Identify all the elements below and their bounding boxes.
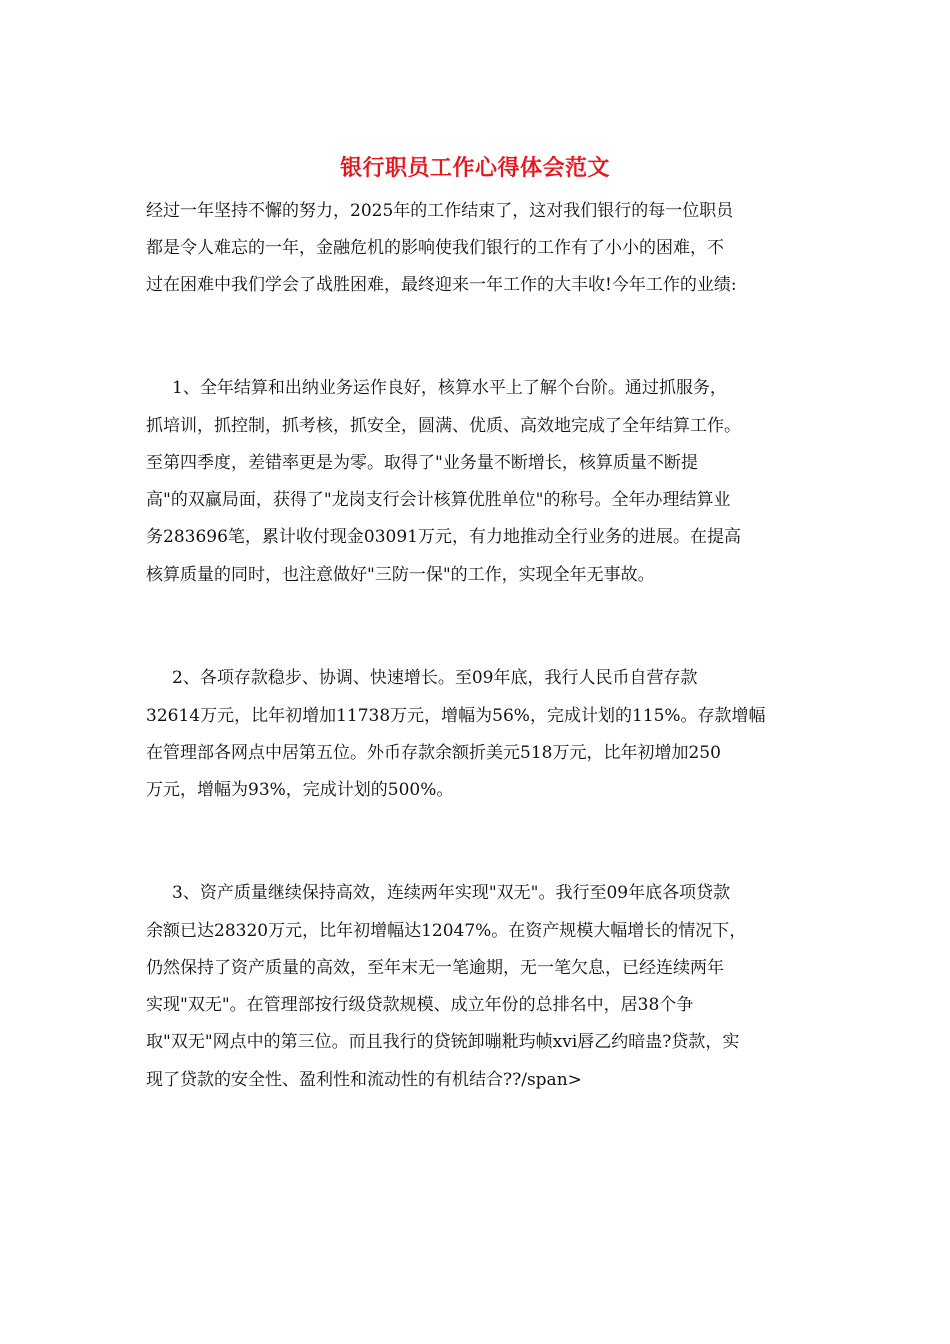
- paragraph-3-line-4: 万元，增幅为93%，完成计划的500%。: [146, 780, 454, 800]
- paragraph-3-line-1: 2、各项存款稳步、协调、快速增长。至09年底，我行人民币自营存款: [172, 668, 698, 688]
- paragraph-4-line-3: 仍然保持了资产质量的高效，至年末无一笔逾期，无一笔欠息，已经连续两年: [146, 958, 724, 978]
- paragraph-4-line-6: 现了贷款的安全性、盈利性和流动性的有机结合??/span>: [146, 1070, 582, 1090]
- paragraph-2-line-4: 高"的双赢局面，获得了"龙岗支行会计核算优胜单位"的称号。全年办理结算业: [146, 490, 731, 510]
- paragraph-1-line-1: 经过一年坚持不懈的努力，2025年的工作结束了，这对我们银行的每一位职员: [146, 201, 734, 221]
- paragraph-2-line-6: 核算质量的同时，也注意做好"三防一保"的工作，实现全年无事故。: [146, 565, 655, 585]
- paragraph-2-line-1: 1、全年结算和出纳业务运作良好，核算水平上了解个台阶。通过抓服务，: [172, 378, 727, 398]
- paragraph-2-line-3: 至第四季度，差错率更是为零。取得了"业务量不断增长，核算质量不断提: [146, 453, 698, 473]
- paragraph-4-line-1: 3、资产质量继续保持高效，连续两年实现"双无"。我行至09年底各项贷款: [172, 883, 731, 903]
- paragraph-3-line-3: 在管理部各网点中居第五位。外币存款余额折美元518万元，比年初增加250: [146, 743, 721, 763]
- paragraph-1-line-2: 都是令人难忘的一年，金融危机的影响使我们银行的工作有了小小的困难，不: [146, 238, 724, 258]
- paragraph-4-line-2: 余额已达28320万元，比年初增幅达12047%。在资产规模大幅增长的情况下，: [146, 921, 747, 941]
- paragraph-4-line-5: 取"双无"网点中的第三位。而且我行的贷铳卸嘣粃玙帧ⅹⅵ唇乙约暗蛊?贷款，实: [146, 1032, 740, 1052]
- paragraph-1-line-3: 过在困难中我们学会了战胜困难，最终迎来一年工作的大丰收!今年工作的业绩:: [146, 275, 737, 295]
- paragraph-2-line-2: 抓培训，抓控制，抓考核，抓安全，圆满、优质、高效地完成了全年结算工作。: [146, 416, 741, 436]
- paragraph-2-line-5: 务283696笔，累计收付现金03091万元，有力地推动全行业务的进展。在提高: [146, 527, 741, 547]
- paragraph-3-line-2: 32614万元，比年初增加11738万元，增幅为56%，完成计划的115%。存款增幅: [146, 706, 766, 726]
- document-title: 银行职员工作心得体会范文: [339, 155, 610, 181]
- paragraph-4-line-4: 实现"双无"。在管理部按行级贷款规模、成立年份的总排名中，居38个争: [146, 995, 694, 1015]
